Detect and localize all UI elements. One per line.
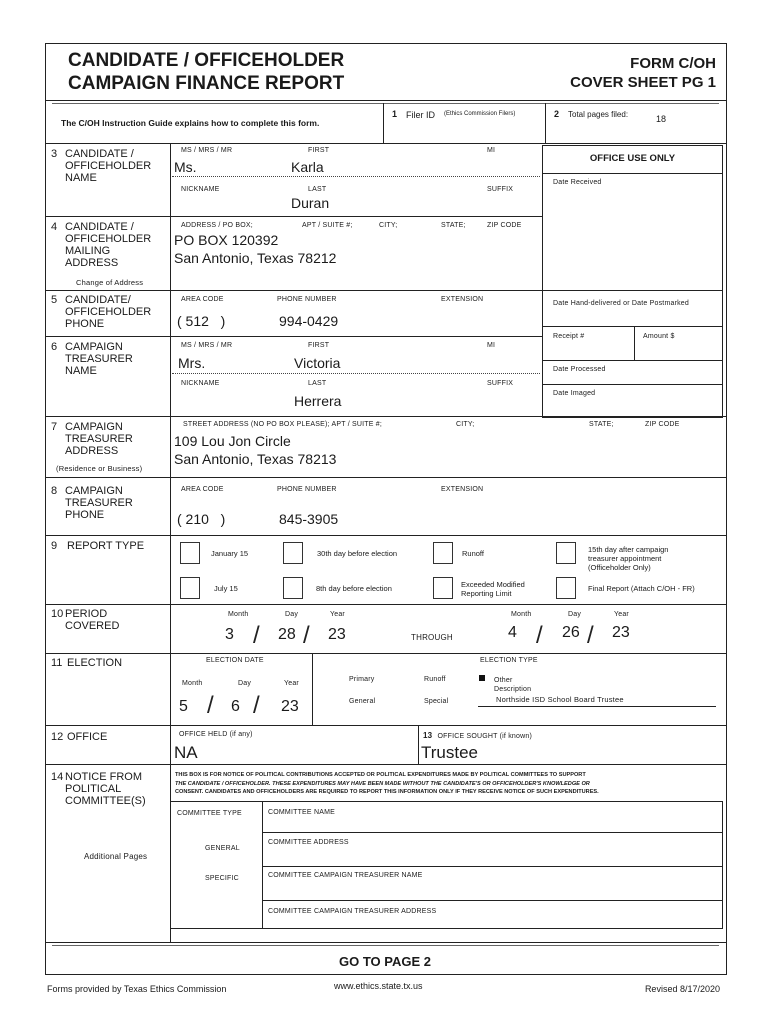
s10-from-year-label: Year [330,611,345,618]
total-pages-value: 18 [656,114,667,124]
s11-day-label: Day [238,680,252,687]
section-7-number: 7 [51,421,58,433]
report-type-15th-line3: (Officeholder Only) [588,563,651,572]
go-to-page-2[interactable]: GO TO PAGE 2 [339,954,431,969]
section-3-title-2: OFFICEHOLDER [65,160,152,172]
s6-first-label: FIRST [308,342,330,349]
filer-id-number: 1 [392,109,398,119]
report-type-exceeded-label [461,580,525,598]
s11-month-label: Month [182,680,203,687]
section-7-title-2: TREASURER [65,433,133,445]
s6-last-value[interactable]: Herrera [294,393,342,409]
date-processed-label: Date Processed [553,366,606,373]
report-type-30th-day-checkbox[interactable] [283,542,303,564]
section-9-number: 9 [51,540,58,552]
s8-area-value[interactable]: ( 210 ) [177,511,226,527]
section-8-title-3: PHONE [65,509,105,521]
office-sought-label-text: OFFICE SOUGHT (if known) [437,733,532,740]
form-title [68,49,344,95]
s3-mi-label: MI [487,147,496,154]
s7-address-line2[interactable]: San Antonio, Texas 78213 [174,451,337,467]
election-type-other-line1: Other [494,677,513,684]
section-7-label [51,421,133,457]
s3-last-label: LAST [308,186,327,193]
section-3-title-1: CANDIDATE / [65,148,134,160]
election-description-value[interactable]: Northside ISD School Board Trustee [496,695,624,704]
s7-address-line1[interactable]: 109 Lou Jon Circle [174,433,291,449]
office-use-title: OFFICE USE ONLY [589,153,676,164]
amount-label: Amount $ [643,333,675,340]
section-4-title-4: ADDRESS [65,257,119,269]
section-5-title-1: CANDIDATE/ [65,294,131,306]
period-from-month[interactable]: 3 [225,626,234,643]
date-hand-delivered-label: Date Hand-delivered or Date Postmarked [553,300,689,307]
s6-nickname-label: NICKNAME [181,380,220,387]
s8-phone-value[interactable]: 845-3905 [279,511,339,527]
footer-provided: Forms provided by Texas Ethics Commission [47,984,227,994]
section-10-label [51,608,119,632]
section-4-number: 4 [51,221,58,233]
receipt-label: Receipt # [553,333,585,340]
s8-area-label: AREA CODE [181,486,224,493]
report-type-exceeded-line1: Exceeded Modified [461,580,525,589]
report-type-8th-day-label: 8th day before election [316,584,392,593]
election-month[interactable]: 5 [179,698,188,715]
election-type-special[interactable]: Special [424,698,449,705]
date-imaged-label: Date Imaged [553,390,596,397]
s10-to-year-label: Year [614,611,629,618]
election-type-runoff[interactable]: Runoff [424,676,446,683]
section-8-number: 8 [51,485,58,497]
section-5-title-2: OFFICEHOLDER [65,306,152,318]
committee-address-label: COMMITTEE ADDRESS [268,839,349,846]
filer-id-hint: (Ethics Commission Filers) [444,111,516,117]
form-id [570,54,716,92]
section-8-title-2: TREASURER [65,497,133,509]
section-14-title-2: POLITICAL [65,783,122,795]
section-4-title-3: MAILING [65,245,111,257]
election-type-label: ELECTION TYPE [480,657,538,664]
section-10-title-2: COVERED [65,620,120,632]
s5-ext-label: EXTENSION [441,296,484,303]
s3-first-label: FIRST [308,147,330,154]
s4-address-label: ADDRESS / PO BOX; [181,222,253,229]
filer-id-field[interactable] [384,104,544,142]
report-type-exceeded-line2: Reporting Limit [461,589,512,598]
office-use-box [542,145,723,418]
section-12-label [51,731,107,743]
period-to-month[interactable]: 4 [508,624,517,641]
report-type-january-15-checkbox[interactable] [180,542,200,564]
s3-suffix-label: SUFFIX [487,186,514,193]
s10-from-day-label: Day [285,611,299,618]
period-to-day[interactable]: 26 [562,624,580,641]
change-of-address-label: Change of Address [76,278,144,287]
committee-treasurer-address-label: COMMITTEE CAMPAIGN TREASURER ADDRESS [268,908,437,915]
office-held-value[interactable]: NA [174,743,198,762]
section-6-title-3: NAME [65,365,97,377]
section-9-label [51,540,144,552]
election-date-label: ELECTION DATE [206,657,264,664]
election-day[interactable]: 6 [231,698,240,715]
report-type-15th-line2: treasurer appointment [588,554,662,563]
s4-address-line1[interactable]: PO BOX 120392 [174,232,279,248]
notice-line1: THIS BOX IS FOR NOTICE OF POLITICAL CONTRIBUTIONS ACCEPTED OR POLITICAL EXPENDITURES MADE BY POLITICAL COMMITTEES TO SUPPORT [175,772,586,778]
section-3-label [51,148,151,184]
notice-line2: THE CANDIDATE / OFFICEHOLDER. THESE EXPENDITURES MAY HAVE BEEN MADE WITHOUT THE CANDIDATE'S OR OFFICEHOLDER'S KNOWLEDGE OR [175,780,590,787]
form-title-line2: CAMPAIGN FINANCE REPORT [68,73,345,94]
s6-prefix-label: MS / MRS / MR [181,342,233,349]
section-14-number: 14 [51,771,64,783]
s5-area-value[interactable]: ( 512 ) [177,313,226,329]
office-sought-value[interactable]: Trustee [421,743,479,762]
s3-prefix-value[interactable]: Ms. [174,159,197,175]
election-type-primary[interactable]: Primary [349,676,375,683]
section-14-label [51,771,146,807]
section-11-label [51,657,122,669]
report-type-runoff-label: Runoff [462,549,484,558]
additional-pages-label: Additional Pages [84,852,148,861]
s5-phone-value[interactable]: 994-0429 [279,313,339,329]
committee-notice [175,771,720,797]
form-title-line1: CANDIDATE / OFFICEHOLDER [68,50,345,71]
s3-last-value[interactable]: Duran [291,195,330,211]
committee-type-label: COMMITTEE TYPE [177,810,242,817]
instruction-text: The C/OH Instruction Guide explains how to complete this form. [61,118,320,128]
s4-apt-label: APT / SUITE #; [302,222,353,229]
s7-zip-label: ZIP CODE [645,421,680,428]
s10-to-day-label: Day [568,611,582,618]
section-6-title-2: TREASURER [65,353,133,365]
s7-state-label: STATE; [589,421,614,428]
section-9-title: REPORT TYPE [67,540,145,552]
s3-prefix-label: MS / MRS / MR [181,147,233,154]
form-page: COVER SHEET PG 1 [570,74,716,91]
s4-address-line2[interactable]: San Antonio, Texas 78212 [174,250,337,266]
section-6-title-1: CAMPAIGN [65,341,123,353]
committee-type-general[interactable]: GENERAL [205,845,240,852]
s5-area-label: AREA CODE [181,296,224,303]
s10-from-month-label: Month [228,611,249,618]
section-10-title-1: PERIOD [65,608,108,620]
section-7-title-1: CAMPAIGN [65,421,123,433]
committee-type-specific[interactable]: SPECIFIC [205,875,239,882]
total-pages-number: 2 [554,109,560,119]
section-4-label [51,221,151,269]
report-type-january-15-label: January 15 [211,549,249,558]
s6-last-label: LAST [308,380,327,387]
s8-ext-label: EXTENSION [441,486,484,493]
filer-id-label: Filer ID [406,110,435,120]
section-14-title-1: NOTICE FROM [65,771,142,783]
report-type-8th-day-checkbox[interactable] [283,577,303,599]
s4-zip-label: ZIP CODE [487,222,522,229]
form-code: FORM C/OH [630,55,716,72]
section-5-label [51,294,151,330]
report-type-15th-day-checkbox[interactable] [556,542,576,564]
s3-first-value[interactable]: Karla [291,159,324,175]
section-14-title-3: COMMITTEE(S) [65,795,146,807]
election-year[interactable]: 23 [281,698,299,715]
section-4-title-1: CANDIDATE / [65,221,134,233]
section-7-title-3: ADDRESS [65,445,119,457]
section-3-title-3: NAME [65,172,97,184]
section-13-number: 13 [423,731,433,740]
s10-to-month-label: Month [511,611,532,618]
date-received-label: Date Received [553,179,602,186]
section-11-number: 11 [51,657,63,669]
change-of-address-checkbox[interactable] [60,279,68,287]
report-type-15th-day-label [588,545,668,572]
report-type-30th-day-label: 30th day before election [317,549,398,558]
section-11-title: ELECTION [67,657,123,669]
through-label: THROUGH [411,633,453,642]
period-to-year[interactable]: 23 [612,624,630,641]
footer-revised: Revised 8/17/2020 [644,984,720,994]
section-6-label [51,341,133,377]
committee-name-label: COMMITTEE NAME [268,809,335,816]
period-from-day[interactable]: 28 [278,626,296,643]
s6-suffix-label: SUFFIX [487,380,514,387]
section-8-title-1: CAMPAIGN [65,485,123,497]
total-pages-label: Total pages filed: [568,110,629,119]
s3-nickname-label: NICKNAME [181,186,220,193]
election-type-general[interactable]: General [349,698,376,705]
notice-line3: CONSENT. CANDIDATES AND OFFICEHOLDERS ARE REQUIRED TO REPORT THIS INFORMATION ONLY IF THEY RECEIVE NOTICE OF SUCH EXPENDITURES. [175,789,599,795]
report-type-15th-line1: 15th day after campaign [588,545,669,554]
report-type-july-15-label: July 15 [214,584,238,593]
residence-note: (Residence or Business) [56,464,143,473]
s11-year-label: Year [284,680,299,687]
s5-phone-label: PHONE NUMBER [277,296,337,303]
section-12-number: 12 [51,731,64,743]
section-8-label [51,485,133,521]
committee-treasurer-name-label: COMMITTEE CAMPAIGN TREASURER NAME [268,872,423,879]
footer-url[interactable]: www.ethics.state.tx.us [334,981,423,991]
s4-state-label: STATE; [441,222,466,229]
total-pages-field[interactable] [546,104,724,142]
section-5-title-3: PHONE [65,318,105,330]
section-3-number: 3 [51,148,58,160]
committee-table [170,801,723,929]
election-type-other [494,676,531,694]
s7-city-label: CITY; [456,421,475,428]
section-4-title-2: OFFICEHOLDER [65,233,152,245]
report-type-july-15-checkbox[interactable] [180,577,200,599]
report-type-final-checkbox[interactable] [556,577,576,599]
report-type-runoff-checkbox[interactable] [433,542,453,564]
s6-mi-label: MI [487,342,496,349]
period-from-year[interactable]: 23 [328,626,346,643]
s6-first-value[interactable]: Victoria [294,355,341,371]
office-held-label: OFFICE HELD (if any) [179,731,253,738]
section-12-title: OFFICE [67,731,108,743]
s6-prefix-value[interactable]: Mrs. [178,355,206,371]
s8-phone-label: PHONE NUMBER [277,486,337,493]
office-sought-label [423,731,532,740]
section-5-number: 5 [51,294,58,306]
s7-street-label: STREET ADDRESS (NO PO BOX PLEASE); APT / SUITE #; [183,421,382,428]
election-type-other-checkbox[interactable] [479,675,485,681]
section-6-number: 6 [51,341,58,353]
election-type-other-line2: Description [494,686,532,693]
report-type-exceeded-checkbox[interactable] [433,577,453,599]
section-10-number: 10 [51,608,64,620]
s4-city-label: CITY; [379,222,398,229]
report-type-final-label: Final Report (Attach C/OH - FR) [588,584,695,593]
